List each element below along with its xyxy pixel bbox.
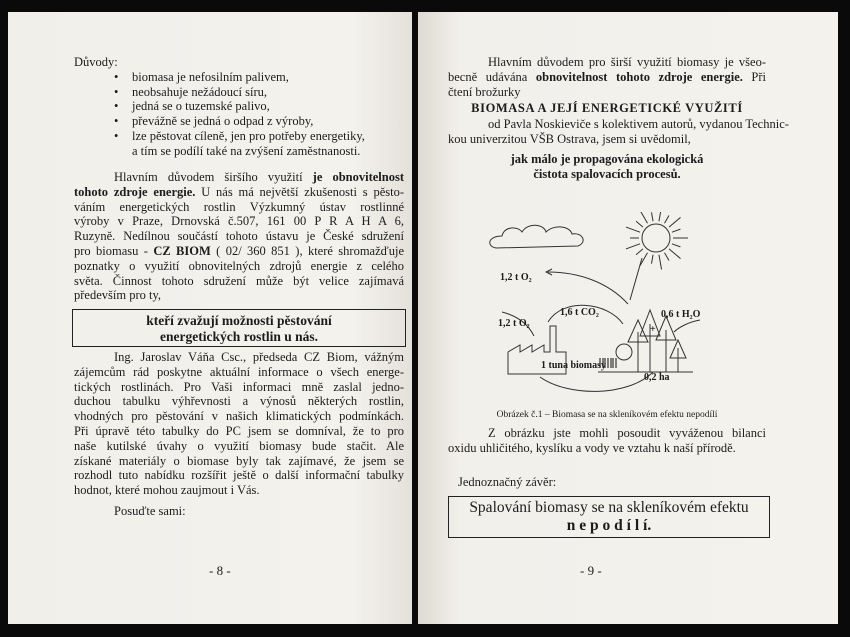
sun-ray bbox=[669, 217, 680, 227]
page-number: - 8 - bbox=[209, 563, 231, 578]
bullet-icon: • bbox=[114, 99, 119, 114]
sun-ray bbox=[651, 255, 653, 264]
list-item bbox=[114, 114, 404, 129]
label-h2o: 0,6 t H₂O bbox=[661, 309, 701, 320]
text-line bbox=[448, 70, 766, 85]
text-line bbox=[448, 441, 766, 456]
label-o2-left: 1,2 t O₂ bbox=[498, 318, 530, 329]
arrow-sun bbox=[630, 258, 642, 300]
text: vhodných pro pěstování v našich klimatických podmínkách. bbox=[74, 409, 404, 424]
text-line bbox=[74, 200, 404, 215]
page-number: - 9 - bbox=[580, 563, 602, 578]
sun-ray bbox=[665, 215, 670, 223]
highlight-line: kteří zvažují možnosti pěstování bbox=[146, 313, 332, 328]
label-area: 0,2 ha bbox=[644, 372, 670, 383]
text-line bbox=[74, 185, 404, 200]
emphasis-text bbox=[448, 152, 766, 182]
text-line bbox=[448, 132, 766, 147]
bullet-icon: • bbox=[114, 69, 119, 84]
text: čtení brožurky bbox=[448, 84, 521, 99]
emphasis-line: jak málo je propagována ekologická bbox=[510, 152, 704, 166]
text: především pro ty, bbox=[74, 288, 162, 303]
sun-ray bbox=[672, 229, 680, 232]
text: výroby v Praze, Drnovská č.507, 161 00 P R A H A 6, bbox=[74, 214, 404, 229]
label-o2-top: 1,2 t O₂ bbox=[500, 272, 532, 283]
right-page bbox=[418, 12, 838, 624]
list-item bbox=[114, 129, 404, 144]
text: světa. Činnost tohoto sdružení může být velice zajímavá bbox=[74, 273, 404, 288]
conclusion-emphasis: n e p o d í l í. bbox=[566, 517, 652, 534]
paragraph-intro bbox=[448, 55, 766, 99]
text-line bbox=[74, 454, 404, 469]
text: rozhodl tuto nabídku rozšířit ještě o další informační tabulky bbox=[74, 468, 404, 483]
reasons-label: Důvody: bbox=[74, 55, 118, 69]
text-line bbox=[74, 288, 404, 303]
text: Hlavním důvodem pro širší využití biomasy je všeo- bbox=[488, 55, 766, 69]
conclusion-box bbox=[448, 496, 770, 538]
text-line bbox=[74, 409, 404, 424]
bullet-icon: • bbox=[114, 114, 119, 129]
bold-text: tohoto zdroje energie. bbox=[74, 184, 196, 199]
list-item-text: lze pěstovat cíleně, jen pro potřeby energetiky, bbox=[132, 128, 365, 143]
text-line bbox=[74, 380, 404, 395]
arrow-biomass bbox=[540, 372, 653, 391]
text: tických rostlinách. Pro Vaši informaci mně zaslal jedno- bbox=[74, 379, 404, 394]
sun-ray bbox=[669, 249, 680, 259]
book-title: BIOMASA A JEJÍ ENERGETICKÉ VYUŽITÍ bbox=[471, 101, 743, 115]
list-item-text: a tím se podílí také na zvýšení zaměstnanosti. bbox=[132, 143, 361, 158]
sun-ray bbox=[636, 221, 643, 227]
text-line bbox=[74, 439, 404, 454]
paragraph-source bbox=[448, 117, 789, 147]
reasons-list bbox=[114, 70, 404, 159]
sun-ray bbox=[659, 212, 662, 221]
text-line bbox=[74, 483, 404, 498]
list-item-text: jedná se o tuzemské palivo, bbox=[132, 99, 270, 114]
text-line bbox=[74, 394, 404, 409]
arrow-o2-top bbox=[548, 272, 628, 304]
text: duchou tabulku výhřevnosti a výnosů některých rostlin, bbox=[74, 394, 404, 409]
bold-text: je obnovitelnost bbox=[312, 170, 405, 184]
text: U nás má největší zkušenosti s pěsto- bbox=[195, 184, 404, 199]
list-item bbox=[114, 85, 404, 100]
text: poznatky o využití obnovitelných zdrojů energie z celého bbox=[74, 258, 404, 273]
text: Ing. Jaroslav Váňa Csc., předseda CZ Biom, vážným bbox=[114, 350, 404, 364]
reasons-section bbox=[74, 55, 404, 159]
sun-ray bbox=[672, 244, 680, 247]
cloud-icon bbox=[490, 225, 583, 248]
text: zájemcům rád poskytne aktuální informace o všech energe- bbox=[74, 364, 404, 379]
text-line bbox=[74, 170, 404, 185]
sun-ray bbox=[640, 212, 648, 223]
text: od Pavla Noskieviče s kolektivem autorů, vydanou Technic- bbox=[488, 117, 789, 131]
highlight-box bbox=[72, 309, 406, 347]
label-plus: + bbox=[650, 324, 656, 335]
paragraph-info bbox=[74, 350, 404, 498]
text-line bbox=[74, 214, 404, 229]
text-line bbox=[74, 259, 404, 274]
text: oxidu uhličitého, kyslíku a vody ve vztahu k naší přírodě. bbox=[448, 440, 736, 455]
arrow-h2o bbox=[674, 320, 700, 332]
biomass-cycle-diagram bbox=[478, 212, 738, 402]
emphasis-line: čistota spalovacích procesů. bbox=[533, 166, 681, 181]
text: kou univerzitou VŠB Ostrava, jsem si uvědomil, bbox=[448, 131, 691, 146]
sun-ray bbox=[665, 253, 670, 261]
text: váním energetických rostlin Výzkumný ústav rostlinné bbox=[74, 199, 404, 214]
text: Ruzyně. Nedílnou součástí tohoto ústavu je České sdružení bbox=[74, 229, 404, 244]
sun-ray bbox=[626, 244, 640, 249]
list-item-continuation bbox=[114, 144, 404, 159]
bullet-icon: • bbox=[114, 128, 119, 143]
list-item-text: neobsahuje nežádoucí síru, bbox=[132, 84, 268, 99]
bold-text: CZ BIOM bbox=[153, 243, 211, 258]
text: pro biomasu - bbox=[74, 243, 154, 258]
text: Z obrázku jste mohli posoudit vyváženou bilanci bbox=[488, 426, 766, 440]
text: Hlavním důvodem širšího využití bbox=[114, 170, 313, 184]
text: Při bbox=[742, 69, 767, 84]
sun-ray bbox=[636, 249, 643, 255]
highlight-line: energetických rostlin u nás. bbox=[160, 329, 318, 344]
conclusion-line: Spalování biomasy se na skleníkovém efektu bbox=[469, 499, 749, 516]
text-line bbox=[74, 424, 404, 439]
sun-ray bbox=[626, 227, 640, 232]
list-item-text: převážně se jedná o odpad z výroby, bbox=[132, 114, 314, 129]
text: naše kutilské úvahy o využití biomasy bude stačit. Ale bbox=[74, 438, 404, 453]
text-line bbox=[74, 274, 404, 289]
text-line bbox=[448, 85, 766, 100]
text-line bbox=[74, 229, 404, 244]
sun-ray bbox=[640, 253, 648, 266]
text: hodnot, které mohou zaujmout i Vás. bbox=[74, 483, 260, 498]
text-line bbox=[448, 55, 766, 70]
left-page bbox=[8, 12, 412, 624]
bullet-icon: • bbox=[114, 84, 119, 99]
text-line bbox=[448, 117, 789, 132]
text: Při úpravě této tabulky do PC jsem se domníval, že to pro bbox=[74, 423, 404, 438]
sun-icon bbox=[626, 212, 688, 270]
conclusion-label: Jednoznačný závěr: bbox=[458, 475, 557, 489]
text-line bbox=[74, 244, 404, 259]
label-biomass: 1 tuna biomasy bbox=[541, 360, 607, 371]
list-item-text: biomasa je nefosilním palivem, bbox=[132, 69, 289, 84]
text-line bbox=[74, 365, 404, 380]
paragraph-main-reason bbox=[74, 170, 404, 303]
text: ( 02/ 360 851 ), které shromažďuje bbox=[210, 243, 404, 258]
paragraph-conclusion bbox=[448, 426, 766, 456]
text: becně udávána bbox=[448, 69, 536, 84]
sun-ray bbox=[651, 212, 653, 221]
sun-ray bbox=[659, 255, 662, 270]
text: získané materiály o biomase byly tak zajímavé, že jsem se bbox=[74, 453, 404, 468]
figure-caption: Obrázek č.1 – Biomasa se na skleníkovém efektu nepodílí bbox=[496, 410, 718, 420]
text-line bbox=[74, 468, 404, 483]
list-item bbox=[114, 70, 404, 85]
text-line bbox=[448, 426, 766, 441]
text-line bbox=[74, 350, 404, 365]
closing-text: Posuďte sami: bbox=[114, 504, 186, 518]
label-co2: 1,6 t CO₂ bbox=[560, 307, 599, 318]
list-item bbox=[114, 99, 404, 114]
bold-text: obnovitelnost tohoto zdroje energie. bbox=[535, 69, 743, 84]
